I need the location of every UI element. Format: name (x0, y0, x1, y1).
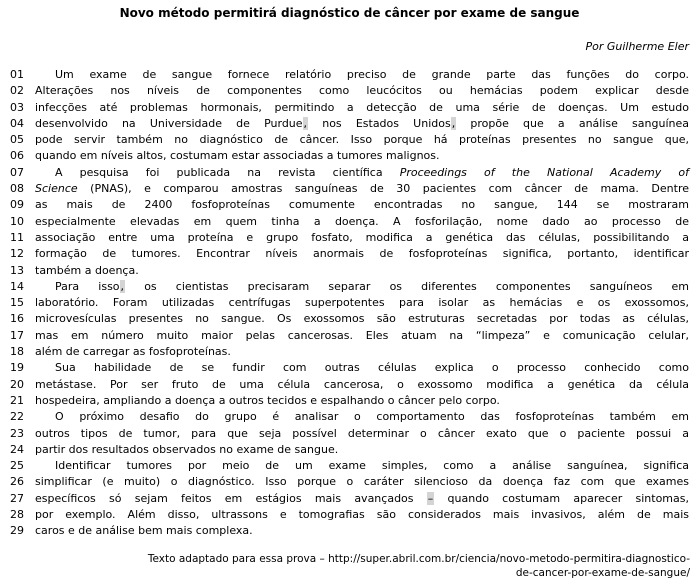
text-line (0, 344, 699, 360)
highlighted-mark: , (451, 116, 456, 130)
line-number: 01 (10, 68, 24, 81)
text-segment: microvesículas presentes no sangue. Os exossomos são estruturas secretadas por todas as células, (35, 312, 689, 326)
text-line (0, 83, 699, 99)
text-line (0, 148, 699, 164)
text-line (0, 165, 699, 181)
line-number: 25 (10, 459, 24, 473)
line-text (35, 442, 689, 458)
text-segment: mas em número muito maior pelas cancerosas. Eles atuam na “limpeza” e comunicação celular, (35, 328, 689, 342)
line-text (35, 181, 689, 197)
text-segment: também a doença. (35, 263, 139, 277)
text-segment: formação de tumores. Encontrar níveis anormais de fosfoproteínas significa, portanto, identificar (35, 247, 689, 261)
source-citation-line2: de-cancer-por-exame-de-sangue/ (515, 567, 690, 579)
line-number: 07 (10, 165, 24, 179)
text-segment: laboratório. Foram utilizadas centrífugas superpotentes para isolar as hemácias e os exossomos, (35, 296, 689, 310)
line-text (35, 360, 689, 376)
text-line (0, 116, 699, 132)
text-segment: infecções até problemas hormonais, permitindo a detecção de uma série de doenças. Um estudo (35, 100, 689, 114)
text-segment: Sua habilidade de se fundir com outras células explica o processo conhecido como (55, 361, 689, 375)
text-segment: metástase. Por ser fruto de uma célula cancerosa, o exossomo modifica a genética da célula (35, 377, 689, 391)
text-segment: por exemplo. Além disso, ultrassons e tomografias são considerados mais invasivos, além de mais (35, 508, 689, 522)
text-line (0, 263, 699, 279)
line-text (35, 377, 689, 393)
text-segment: quando costumam aparecer sintomas, (434, 491, 689, 505)
line-text (35, 393, 689, 409)
text-line (0, 311, 699, 327)
line-text (35, 165, 689, 181)
line-text (35, 246, 689, 262)
text-line (0, 230, 699, 246)
text-line (0, 67, 699, 83)
text-segment: (PNAS), e comparou amostras sanguíneas de 30 pacientes com câncer de mama. Dentre (77, 182, 689, 196)
line-text (35, 148, 689, 164)
source-citation-line1: Texto adaptado para essa prova – http://super.abril.com.br/ciencia/novo-metodo-permitira-diagnostico- (147, 553, 690, 565)
text-line (0, 246, 699, 262)
line-number: 21 (10, 393, 24, 407)
line-number: 04 (10, 116, 24, 130)
line-number: 13 (10, 263, 24, 277)
line-number: 11 (10, 230, 24, 244)
line-number: 15 (10, 296, 24, 310)
text-line (0, 100, 699, 116)
text-segment: além de carregar as fosfoproteínas. (35, 345, 231, 359)
line-number: 16 (10, 312, 24, 326)
line-text (35, 116, 689, 132)
line-number: 14 (10, 279, 24, 293)
line-number: 26 (10, 475, 24, 489)
page-title: Novo método permitirá diagnóstico de câncer por exame de sangue (119, 6, 580, 20)
line-text (35, 295, 689, 311)
text-line (0, 474, 699, 490)
line-text (35, 263, 689, 279)
text-line (0, 132, 699, 148)
line-text (35, 132, 689, 148)
text-segment: os cientistas precisaram separar os diferentes componentes sanguíneos em (125, 279, 689, 293)
line-text (35, 328, 689, 344)
highlighted-mark: – (427, 491, 434, 505)
text-segment: nos Estados Unidos (308, 116, 451, 130)
line-text (35, 311, 689, 327)
line-number: 20 (10, 377, 24, 391)
line-text (35, 409, 689, 425)
text-segment: outros tipos de tumor, para que seja possível determinar o câncer exato que o paciente possui a (35, 426, 689, 440)
line-number: 08 (10, 182, 24, 196)
text-segment: hospedeira, ampliando a doença a outros tecidos e espalhando o câncer pelo corpo. (35, 393, 500, 407)
text-segment: quando em níveis altos, costumam estar associadas a tumores malignos. (35, 149, 440, 163)
text-line (0, 214, 699, 230)
italic-text: Science (35, 182, 78, 196)
source-citation (0, 552, 690, 580)
text-line (0, 181, 699, 197)
text-segment: simplificar (e muito) o diagnóstico. Isso porque o caráter silencioso da doença faz com que exames (35, 475, 689, 489)
line-number: 03 (10, 100, 24, 114)
text-line (0, 279, 699, 295)
line-number: 17 (10, 328, 24, 342)
line-text (35, 83, 689, 99)
line-text (35, 214, 689, 230)
text-segment: A pesquisa foi publicada na revista científica (55, 165, 400, 179)
line-number: 24 (10, 442, 24, 456)
text-line (0, 523, 699, 539)
line-text (35, 197, 689, 213)
text-segment: as mais de 2400 fosfoproteínas comumente encontradas no sangue, 144 se mostraram (35, 198, 689, 212)
line-number: 05 (10, 133, 24, 147)
line-number: 27 (10, 491, 24, 505)
text-line (0, 393, 699, 409)
line-number: 28 (10, 508, 24, 522)
text-segment: Identificar tumores por meio de um exame simples, como a análise sanguínea, significa (55, 459, 689, 473)
line-text (35, 474, 689, 490)
text-body (0, 67, 699, 540)
line-number: 10 (10, 214, 24, 228)
text-line (0, 458, 699, 474)
text-segment: específicos só sejam feitos em estágios mais avançados (35, 491, 427, 505)
line-number: 18 (10, 345, 24, 359)
text-line (0, 328, 699, 344)
text-line (0, 377, 699, 393)
text-line (0, 442, 699, 458)
text-line (0, 360, 699, 376)
text-line (0, 507, 699, 523)
line-number: 29 (10, 524, 24, 538)
text-segment: partir dos resultados observados no exame de sangue. (35, 442, 339, 456)
line-text (35, 491, 689, 507)
line-number: 06 (10, 149, 24, 163)
line-text (35, 67, 689, 83)
line-text (35, 344, 689, 360)
line-number: 23 (10, 426, 24, 440)
text-line (0, 426, 699, 442)
byline: Por Guilherme Eler (585, 40, 689, 53)
line-number: 19 (10, 361, 24, 375)
text-segment: pode servir também no diagnóstico de câncer. Isso porque há proteínas presentes no sangue que, (35, 133, 689, 147)
line-text (35, 458, 689, 474)
text-line (0, 295, 699, 311)
text-segment: O próximo desafio do grupo é analisar o comportamento das fosfoproteínas também em (55, 410, 689, 424)
line-text (35, 523, 689, 539)
line-number: 09 (10, 198, 24, 212)
text-segment: propõe que a análise sanguínea (456, 116, 689, 130)
text-line (0, 197, 699, 213)
italic-text: Proceedings of the National Academy of (399, 165, 689, 179)
line-text (35, 426, 689, 442)
text-segment: associação entre uma proteína e grupo fosfato, modifica a genética das células, possibilitando a (35, 230, 689, 244)
text-segment: Alterações nos níveis de componentes como leucócitos ou hemácias podem explicar desde (35, 84, 689, 98)
line-text (35, 279, 689, 295)
line-number: 22 (10, 410, 24, 424)
text-line (0, 409, 699, 425)
line-number: 02 (10, 84, 24, 98)
highlighted-mark: , (120, 279, 125, 293)
line-text (35, 507, 689, 523)
line-text (35, 230, 689, 246)
text-segment: desenvolvido na Universidade de Purdue (35, 116, 303, 130)
highlighted-mark: , (303, 116, 308, 130)
text-segment: Para isso (55, 279, 120, 293)
line-number: 12 (10, 247, 24, 261)
text-line (0, 491, 699, 507)
text-segment: especialmente elevadas em quem tinha a doença. A fosforilação, nome dado ao processo de (35, 214, 689, 228)
line-text (35, 100, 689, 116)
text-segment: Um exame de sangue fornece relatório preciso de grande parte das funções do corpo. (55, 68, 689, 81)
text-segment: caros e de análise bem mais complexa. (35, 524, 253, 538)
